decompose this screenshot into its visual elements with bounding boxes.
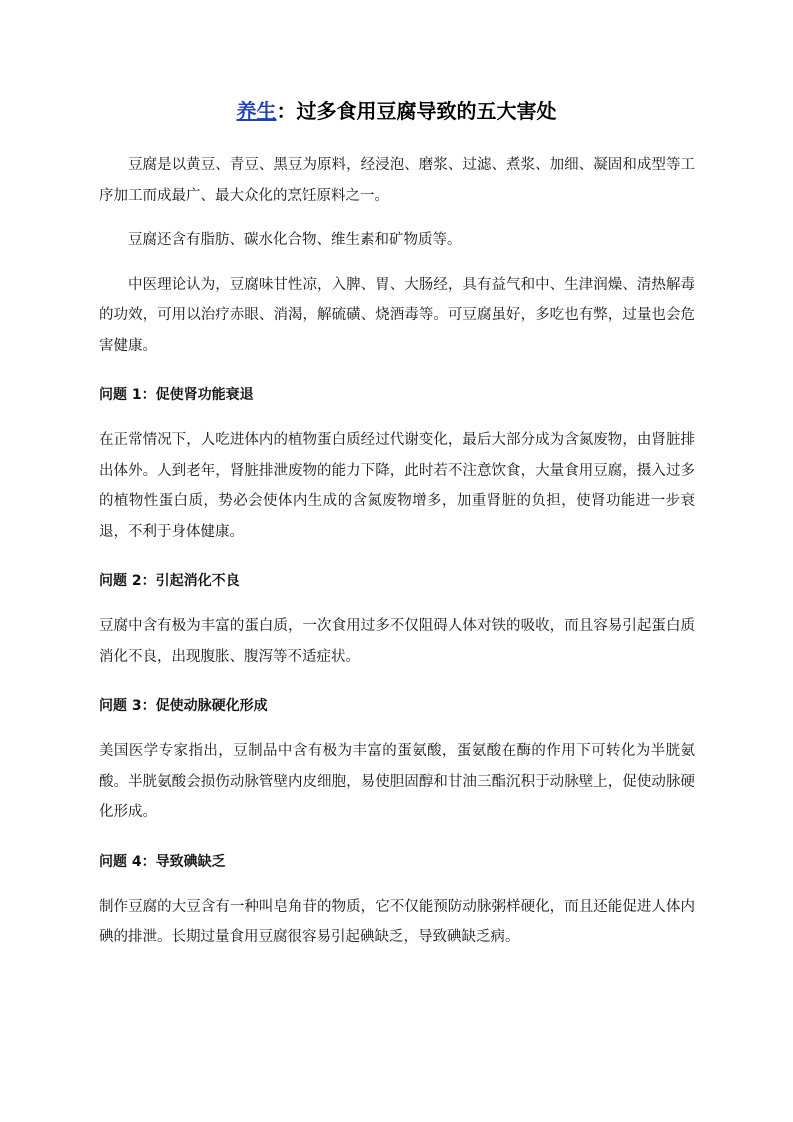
section-body-1: 在正常情况下，人吃进体内的植物蛋白质经过代谢变化，最后大部分成为含氮废物，由肾脏排出体外。人到老年，肾脏排泄废物的能力下降，此时若不注意饮食，大量食用豆腐，摄入过多的植物性蛋白质，势必会使体内生成的含氮废物增多，加重肾脏的负担，使肾功能进一步衰退，不利于身体健康。 [99,432,695,540]
section-heading-3: 问题 3：促使动脉硬化形成 [99,698,268,714]
section-heading-4: 问题 4：导致碘缺乏 [99,853,226,870]
section-heading-1: 问题 1：促使肾功能衰退 [99,387,254,403]
intro-paragraph-2: 豆腐还含有脂肪、碳水化合物、维生素和矿物质等。 [128,232,462,248]
intro-paragraph-3: 中医理论认为，豆腐味甘性凉，入脾、胃、大肠经，具有益气和中、生津润燥、清热解毒的功效，可用以治疗赤眼、消渴，解硫磺、烧酒毒等。可豆腐虽好，多吃也有弊，过量也会危害健康。 [99,276,695,354]
intro-paragraph-1: 豆腐是以黄豆、青豆、黑豆为原料，经浸泡、磨浆、过滤、煮浆、加细、凝固和成型等工序加工而成最广、最大众化的烹饪原料之一。 [99,157,695,204]
section-body-3: 美国医学专家指出，豆制品中含有极为丰富的蛋氨酸，蛋氨酸在酶的作用下可转化为半胱氨酸。半胱氨酸会损伤动脉管壁内皮细胞，易使胆固醇和甘油三酯沉积于动脉壁上，促使动脉硬化形成。 [99,743,695,820]
article-body [99,150,695,953]
section-body-2: 豆腐中含有极为丰富的蛋白质，一次食用过多不仅阻碍人体对铁的吸收，而且容易引起蛋白质消化不良，出现腹胀、腹泻等不适症状。 [99,618,695,665]
section-body-4: 制作豆腐的大豆含有一种叫皂角苷的物质，它不仅能预防动脉粥样硬化，而且还能促进人体内碘的排泄。长期过量食用豆腐很容易引起碘缺乏，导致碘缺乏病。 [99,898,695,945]
title-text: ：过多食用豆腐导致的五大害处 [276,99,557,123]
title-link-yangsheng[interactable]: 养生 [236,99,277,123]
section-heading-2: 问题 2：引起消化不良 [99,573,240,589]
page-title [0,96,793,126]
